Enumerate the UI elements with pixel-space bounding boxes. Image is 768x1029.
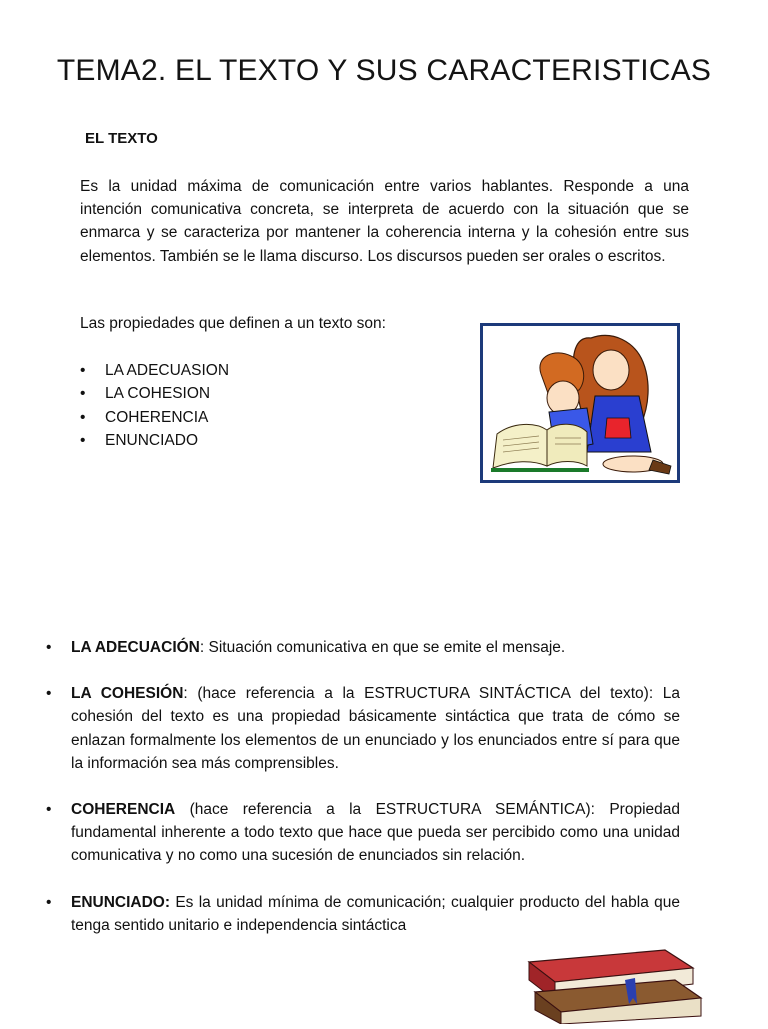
definition-text: (hace referencia a la ESTRUCTURA SEMÁNTICA): Propiedad fundamental inherente a todo texto que hace que pueda ser percibido como una unidad comunicativa y no como una sucesión de enunciados sin relación. xyxy=(71,801,680,865)
intro-paragraph: Es la unidad máxima de comunicación entre varios hablantes. Responde a una intención comunicativa concreta, se interpreta de acuerdo con la situación que se enmarca y se caracteriza por mantener la coherencia interna y la cohesión entre sus elementos. También se le llama discurso. Los discursos pueden ser orales o escritos. xyxy=(80,178,689,265)
list-item xyxy=(44,636,680,659)
definition-term: COHERENCIA xyxy=(71,801,176,819)
page-title: TEMA2. EL TEXTO Y SUS CARACTERISTICAS xyxy=(56,54,712,87)
children-reading-image xyxy=(483,326,677,480)
list-item xyxy=(44,891,680,937)
definitions-list xyxy=(44,636,680,960)
properties-intro: Las propiedades que definen a un texto son: xyxy=(80,315,386,332)
list-item: • LA ADECUASION xyxy=(80,359,229,382)
books-illustration xyxy=(515,944,705,1024)
children-reading-illustration xyxy=(480,323,680,483)
list-item xyxy=(44,798,680,868)
properties-list xyxy=(80,359,229,452)
definition-text: Es la unidad mínima de comunicación; cualquier producto del habla que tenga sentido unitario e independencia sintáctica xyxy=(71,893,680,934)
definition-text: : (hace referencia a la ESTRUCTURA SINTÁCTICA del texto): La cohesión del texto es una propiedad básicamente sintáctica que trata de cómo se enlazan formalmente los elementos de un enunciado y los enunciados entre sí para que la información sea más comprensibles. xyxy=(71,685,680,772)
list-item: • COHERENCIA xyxy=(80,406,229,429)
list-item: • ENUNCIADO xyxy=(80,429,229,452)
list-item xyxy=(44,682,680,775)
definition-term: LA COHESIÓN xyxy=(71,685,184,703)
definition-term: ENUNCIADO: xyxy=(71,893,171,911)
books-image xyxy=(515,944,705,1024)
definition-term: LA ADECUACIÓN xyxy=(71,639,200,656)
section-heading: EL TEXTO xyxy=(85,130,158,147)
definition-text: : Situación comunicativa en que se emite el mensaje. xyxy=(199,639,566,656)
list-item: • LA COHESION xyxy=(80,382,229,405)
